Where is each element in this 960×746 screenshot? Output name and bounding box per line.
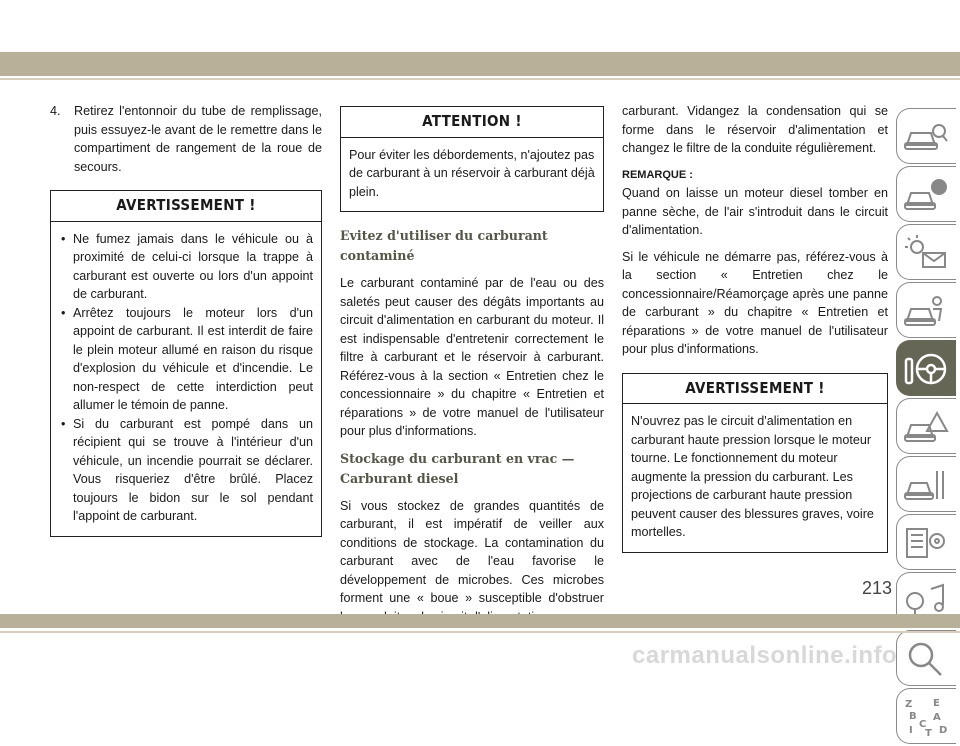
tab-list-gear[interactable] [896, 514, 956, 570]
warning-item: • Si du carburant est pompé dans un récipient qui se trouve à l'intérieur d'un véhicule, un incendie pourrait se déclarer. Vous risqueriez d'être brûlé. Placez toujours le bidon sur le sol pendant l'appoint de carburant. [59, 415, 313, 526]
warning-item: • Ne fumez jamais dans le véhicule ou à proximité de celui-ci lorsque la trappe à carburant est ouverte ou lors d'un appoint de carburant. [59, 230, 313, 304]
caution-title: ATTENTION ! [341, 107, 603, 138]
tab-car-info[interactable] [896, 166, 956, 222]
list-gear-icon [903, 523, 949, 563]
car-airbag-icon [903, 291, 949, 331]
warning-box-1 [50, 190, 322, 537]
tab-car-warning[interactable] [896, 398, 956, 454]
car-warning-icon [903, 407, 949, 447]
alphabet-index-icon [903, 697, 949, 737]
paragraph-restart: Si le véhicule ne démarre pas, référez-vous à la section « Entretien chez le concessionnaire/Réamorçage après une panne de carburant » du chapitre « Entretien et réparations » de votre manuel de l'utilisateur pour plus d'informations. [622, 249, 888, 356]
top-band-line [0, 78, 960, 80]
index-letter: B [909, 711, 917, 722]
warning-text-2: N'ouvrez pas le circuit d'alimentation en carburant haute pression lorsque le moteur tourne. Le fonctionnement du moteur augmente la pression du carburant. Les projections de carburant haute pression peuvent causer des blessures graves, voire mortelles. [631, 414, 874, 539]
chapter-tabs [896, 108, 956, 746]
warning-list [59, 230, 313, 526]
paragraph-condensation: carburant. Vidangez la condensation qui se forme dans le réservoir d'alimentation et changez le filtre de la conduite régulièrement. [622, 104, 888, 155]
warning-item: • Arrêtez toujours le moteur lors d'un appoint de carburant. Il est interdit de faire le plein moteur allumé en raison du risque d'explosion du véhicule et d'incendie. Le non-respect de cette interdiction peut allumer le témoin de panne. [59, 304, 313, 415]
step-text: Retirez l'entonnoir du tube de remplissage, puis essuyez-le avant de le remettre dans le compartiment de rangement de la roue de secours. [74, 104, 322, 174]
remark-label: REMARQUE : [622, 168, 693, 181]
bottom-band-line [0, 631, 960, 633]
column-3 [622, 102, 888, 567]
tab-steering-wheel[interactable] [896, 340, 956, 396]
index-letter: E [933, 698, 940, 709]
column-2 [340, 106, 604, 634]
index-letter: T [925, 728, 932, 737]
heading-contaminated-fuel: Evitez d'utiliser du carburant contaminé [340, 228, 548, 263]
step-number: 4. [50, 104, 61, 118]
light-mail-icon [903, 233, 949, 273]
tab-car-airbag[interactable] [896, 282, 956, 338]
top-band [0, 52, 960, 76]
bottom-band [0, 614, 960, 628]
paragraph-contaminated-fuel: Le carburant contaminé par de l'eau ou des saletés peut causer des dégâts importants au circuit d'alimentation en carburant du moteur. Il est indispensable d'entretenir correctement le filtre à carburant et le réservoir à carburant. Référez-vous à la section « Entretien chez le concessionnaire » du chapitre « Entretien et réparations » de votre manuel de l'utilisateur pour plus d'informations. [340, 276, 604, 438]
warning-box-2 [622, 373, 888, 553]
warning-title: AVERTISSEMENT ! [51, 191, 321, 222]
magnifier-icon [903, 639, 949, 679]
index-letter: I [909, 725, 913, 736]
caution-text: Pour éviter les débordements, n'ajoutez pas de carburant à un réservoir à carburant déjà plein. [349, 147, 595, 199]
tab-car-search[interactable] [896, 108, 956, 164]
index-letter: A [933, 712, 941, 723]
caution-box [340, 106, 604, 212]
remark-text: Quand on laisse un moteur diesel tomber en panne sèche, de l'air s'introduit dans le circuit d'alimentation. [622, 186, 888, 237]
car-wrench-icon [903, 465, 949, 505]
paragraph-bulk-storage: Si vous stockez de grandes quantités de carburant, il est impératif de veiller aux conditions de stockage. La contamination du carburant avec de l'eau favorise le développement de microbes. Ces microbes forment une « boue » susceptible d'obstruer [340, 498, 604, 605]
heading-bulk-storage: Stockage du carburant en vrac — Carburant diesel [340, 450, 575, 486]
watermark: carmanualsonline.info [632, 642, 898, 669]
tab-car-wrench[interactable] [896, 456, 956, 512]
index-letter: C [919, 719, 927, 730]
index-letter: Z [905, 699, 913, 710]
tab-alphabet-index[interactable] [896, 688, 956, 744]
column-1 [50, 102, 322, 551]
page-number: 213 [861, 578, 892, 598]
step-4 [50, 102, 322, 176]
warning-title-2: AVERTISSEMENT ! [623, 374, 887, 405]
steering-wheel-icon [903, 349, 949, 389]
index-letter: D [939, 725, 948, 736]
car-search-icon [903, 117, 949, 157]
car-info-icon [903, 175, 949, 215]
tab-light-mail[interactable] [896, 224, 956, 280]
